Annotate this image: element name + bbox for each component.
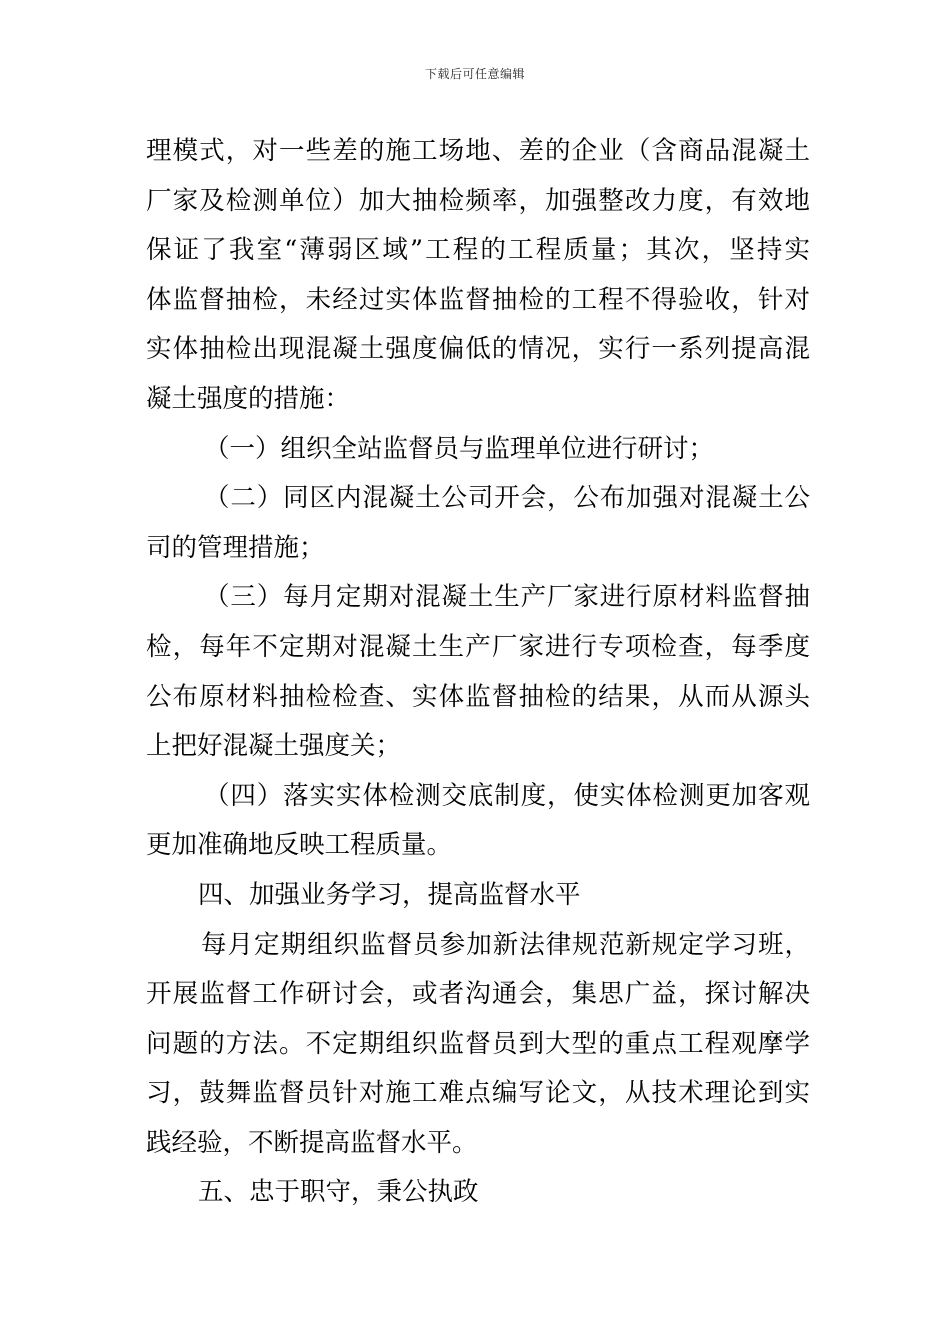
text-line: 开展监督工作研讨会，或者沟通会，集思广益，探讨解决 xyxy=(146,979,810,1010)
text-line: 检，每年不定期对混凝土生产厂家进行专项检查，每季度 xyxy=(146,631,810,662)
text-line: 体监督抽检，未经过实体监督抽检的工程不得验收，针对 xyxy=(146,284,810,315)
text-line: 践经验，不断提高监督水平。 xyxy=(146,1127,478,1158)
text-line: 习，鼓舞监督员针对施工难点编写论文，从技术理论到实 xyxy=(146,1078,810,1109)
text-line: 实体抽检出现混凝土强度偏低的情况，实行一系列提高混 xyxy=(146,334,810,365)
text-line: 问题的方法。不定期组织监督员到大型的重点工程观摩学 xyxy=(146,1028,810,1059)
text-line: 公布原材料抽检检查、实体监督抽检的结果，从而从源头 xyxy=(146,681,810,712)
text-line: 凝土强度的措施： xyxy=(146,383,351,414)
list-item-line: （一）组织全站监督员与监理单位进行研讨； xyxy=(204,433,715,464)
list-item-line: （二）同区内混凝土公司开会，公布加强对混凝土公 xyxy=(204,483,810,514)
page-header: 下载后可任意编辑 xyxy=(424,67,525,81)
text-line: 上把好混凝土强度关； xyxy=(146,731,402,762)
section-heading: 五、忠于职守，秉公执政 xyxy=(198,1177,479,1208)
text-line: 司的管理措施； xyxy=(146,532,325,563)
document-body xyxy=(146,127,810,1218)
list-item-line: （四）落实实体检测交底制度，使实体检测更加客观 xyxy=(204,780,810,811)
text-line: 更加准确地反映工程质量。 xyxy=(146,830,453,861)
text-line: 每月定期组织监督员参加新法律规范新规定学习班， xyxy=(201,929,810,960)
text-line: 厂家及检测单位）加大抽检频率，加强整改力度，有效地 xyxy=(146,185,810,216)
text-line: 理模式，对一些差的施工场地、差的企业（含商品混凝土 xyxy=(146,136,810,166)
list-item-line: （三）每月定期对混凝土生产厂家进行原材料监督抽 xyxy=(204,582,810,613)
section-heading: 四、加强业务学习，提高监督水平 xyxy=(198,879,581,910)
text-line: 保证了我室“薄弱区域”工程的工程质量；其次，坚持实 xyxy=(146,235,810,266)
